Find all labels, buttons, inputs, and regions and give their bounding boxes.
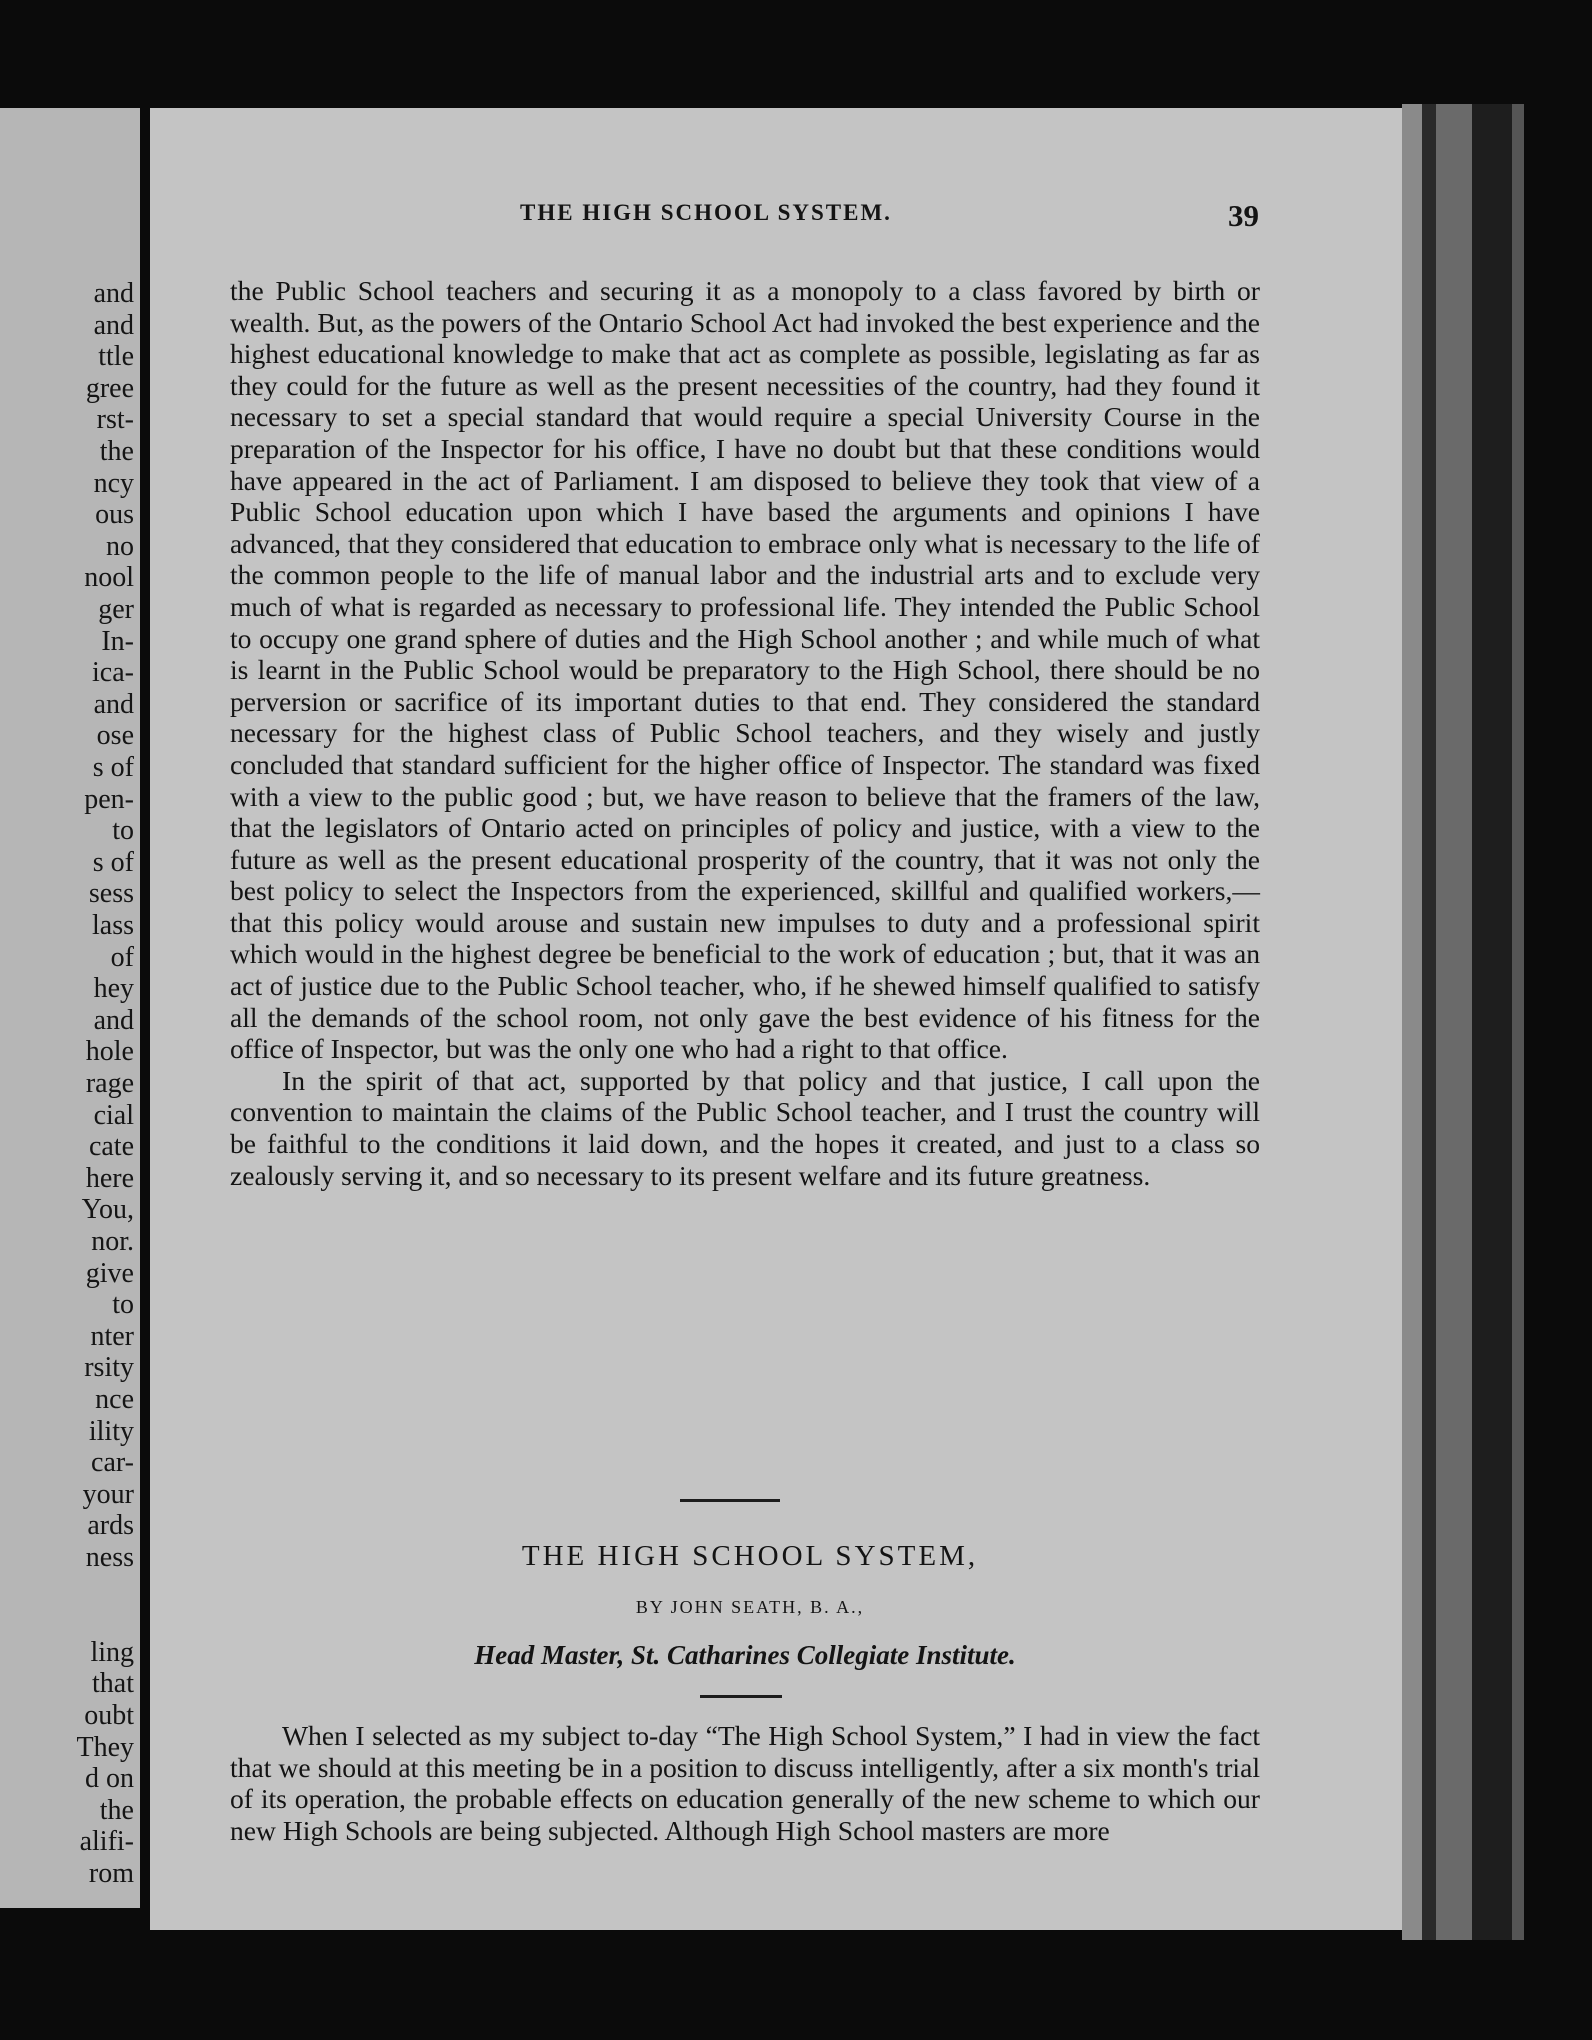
left-page-fragment: here (85, 1162, 134, 1194)
article-title: THE HIGH SCHOOL SYSTEM, (521, 1540, 979, 1572)
left-page-fragment: nor. (91, 1226, 134, 1257)
left-page-fragment: In- (101, 625, 134, 657)
left-page-edge (0, 108, 140, 1908)
page-edge-stack (1402, 104, 1422, 1940)
left-page-fragment: and (93, 309, 134, 341)
left-page-fragment: give (85, 1257, 134, 1289)
left-page-fragment: ling (90, 1636, 134, 1668)
left-page-fragment: ous (95, 499, 134, 531)
page-edge-stack (1436, 104, 1472, 1940)
paragraph: the Public School teachers and securing it as a monopoly to a class favored by birth or wealth. But, as the powers of the Ontario School Act had invoked the best experience and the highest educational knowledge to make that act as complete as possible, legislating as far as they could for the future as well as the present necessities of the country, had they found it necessary to set a special standard that would require a special University Course in the preparation of the Inspector for his office, I have no doubt but that these conditions would have appeared in the act of Parliament. I am disposed to believe they took that view of a Public School education upon which I have based the arguments and opinions I have advanced, that they considered that education to embrace only what is necessary to the life of the common people to the life of manual labor and the industrial arts and to exclude very much of what is regarded as necessary to professional life. They intended the Public School to occupy one grand sphere of duties and the High School another ; and while much of what is learnt in the Public School would be preparatory to the High School, there should be no perversion or sacrifice of its important duties to that end. They considered the standard necessary for the highest class of Public School teachers, and they wisely and justly concluded that standard sufficient for the higher office of Inspector. The standard was fixed with a view to the public good ; but, we have reason to believe that the framers of the law, that the legislators of Ontario acted on principles of policy and justice, with a view to the future as well as the present educational prosperity of the country, that it was not only the best policy to select the Inspectors from the experienced, skillful and qualified workers,— that this policy would arouse and sustain new impulses to duty and a professional spirit which would in the highest degree be beneficial to the work of education ; but, that it was an act of justice due to the Public School teacher, who, if he shewed himself qualified to satisfy all the demands of the school room, not only gave the best evidence of his fitness for the office of Inspector, but was the only one who had a right to that office. (230, 275, 1260, 1065)
running-header: THE HIGH SCHOOL SYSTEM. (520, 200, 892, 225)
page-edge-stack (1472, 104, 1512, 1940)
left-page-fragment: ose (96, 720, 134, 752)
left-page-fragment: pen- (84, 783, 134, 815)
left-page-fragment: cate (88, 1131, 134, 1163)
left-page-fragment: lass (92, 910, 134, 941)
left-page-fragment: your (82, 1478, 134, 1510)
left-page-fragment: and (93, 278, 134, 309)
left-page-fragment: ttle (98, 341, 134, 373)
left-page-fragment: cial (93, 1099, 134, 1131)
left-page-fragment: nool (84, 562, 134, 594)
left-page-fragment: ger (98, 594, 134, 625)
left-page-fragment: ards (87, 1510, 134, 1542)
left-page-fragment: They (76, 1731, 134, 1763)
left-page-fragment: of (110, 941, 134, 973)
left-page-fragment: car- (91, 1447, 134, 1479)
continuation-text (230, 275, 1260, 1191)
left-page-fragment: oubt (84, 1700, 134, 1731)
left-page-fragment: rom (88, 1858, 134, 1889)
left-page-fragment: and (93, 688, 134, 720)
section-divider (700, 1695, 782, 1698)
left-page-fragment: the (99, 436, 134, 467)
left-page-fragment: s of (92, 846, 134, 878)
left-page-fragment: rsity (84, 1352, 134, 1384)
left-page-fragment: sess (88, 878, 134, 910)
page-number: 39 (1228, 198, 1259, 233)
left-page-fragment: that (92, 1668, 134, 1700)
paragraph: In the spirit of that act, supported by that policy and that justice, I call upon the convention to maintain the claims of the Public School teacher, and I trust the country will be faithful to the conditions it laid down, and the hopes it created, and just to a class so zealously serving it, and so necessary to its present welfare and its future greatness. (230, 1064, 1260, 1191)
left-page-fragment: the (99, 1794, 134, 1826)
left-page-fragment: ility (88, 1415, 134, 1447)
left-page-fragment: d on (85, 1763, 134, 1795)
left-page-fragment: to (112, 1289, 134, 1321)
left-page-fragment: nter (90, 1320, 134, 1352)
left-page-fragment: no (106, 530, 134, 562)
left-page-fragment: s of (92, 752, 134, 783)
article-byline: BY JOHN SEATH, B. A., (635, 1597, 865, 1617)
left-page-fragment: rage (85, 1068, 134, 1099)
left-page-fragment: gree (85, 372, 134, 404)
left-page-fragment: You, (81, 1194, 134, 1226)
left-page-fragment: hey (93, 973, 134, 1005)
paragraph: When I selected as my subject to-day “The High School System,” I had in view the fact that we should at this meeting be in a position to discuss intelligently, after a six month's trial of its operation, the probable effects on education generally of the new scheme to which our new High Schools are being subjected. Although High School masters are more (230, 1720, 1260, 1846)
left-page-fragment: to (112, 815, 134, 847)
left-page-fragment: hole (85, 1036, 134, 1068)
section-divider (680, 1499, 780, 1502)
left-page-fragment: nce (95, 1384, 134, 1415)
left-page-fragment: ncy (93, 467, 134, 499)
page-edge-stack (1512, 104, 1524, 1940)
left-page-fragment: and (93, 1004, 134, 1036)
left-page-fragment: ica- (92, 657, 134, 689)
author-affiliation: Head Master, St. Catharines Collegiate Institute. (474, 1640, 1016, 1670)
left-page-fragment: ness (85, 1542, 134, 1573)
left-page-fragment: rst- (96, 404, 134, 436)
page-edge-stack (1422, 104, 1436, 1940)
left-page-fragment: alifi- (79, 1826, 134, 1858)
article-opening (230, 1720, 1260, 1846)
